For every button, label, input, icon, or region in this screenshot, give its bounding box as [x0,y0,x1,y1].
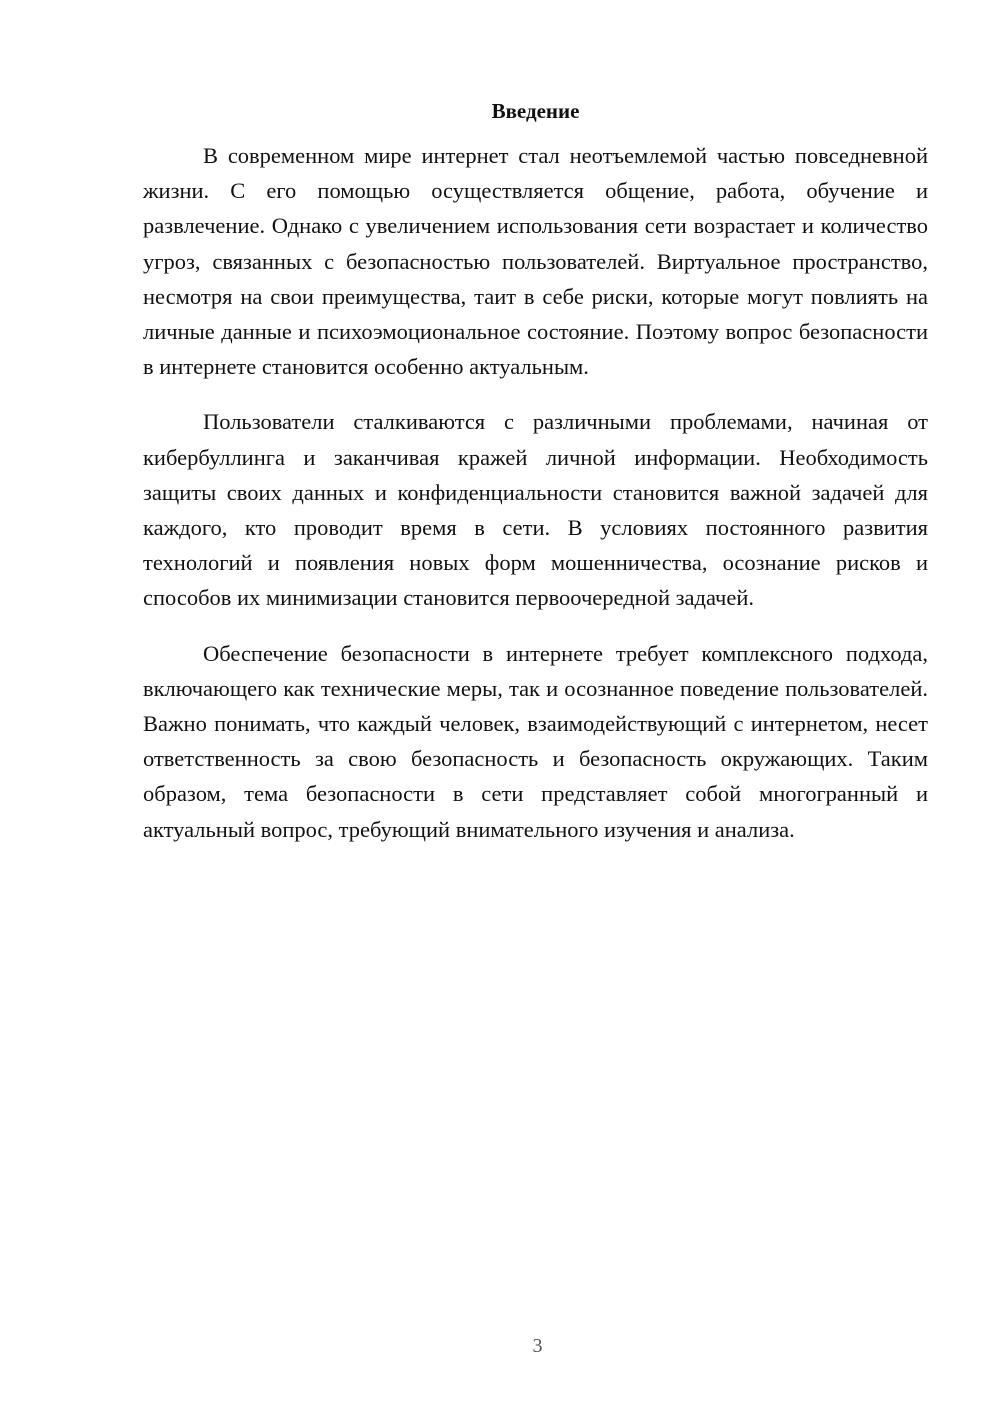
paragraph-2: Пользователи сталкиваются с различными проблемами, начиная от кибербуллинга и заканчивая кражей личной информации. Необходимость защиты своих данных и конфиденциальности становится важной задачей для каждого, кто проводит время в сети. В условиях постоянного развития технологий и появления новых форм мошенничества, осознание рисков и способов их минимизации становится первоочередной задачей. [143,409,928,611]
paragraph-3: Обеспечение безопасности в интернете требует комплексного подхода, включающего как технические меры, так и осознанное поведение пользователей. Важно понимать, что каждый человек, взаимодействующий с интернетом, несет ответственность за свою безопасность и безопасность окружающих. Таким образом, тема безопасности в сети представляет собой многогранный и актуальный вопрос, требующий внимательного изучения и анализа. [143,640,928,842]
section-title: Введение [491,99,580,123]
page-content [143,96,928,867]
page-number: 3 [532,1335,543,1357]
paragraph-1: В современном мире интернет стал неотъемлемой частью повседневной жизни. С его помощью осуществляется общение, работа, обучение и развлечение. Однако с увеличением использования сети возрастает и количество угроз, связанных с безопасностью пользователей. Виртуальное пространство, несмотря на свои преимущества, таит в себе риски, которые могут повлиять на личные данные и психоэмоциональное состояние. Поэтому вопрос безопасности в интернете становится особенно актуальным. [143,143,928,380]
